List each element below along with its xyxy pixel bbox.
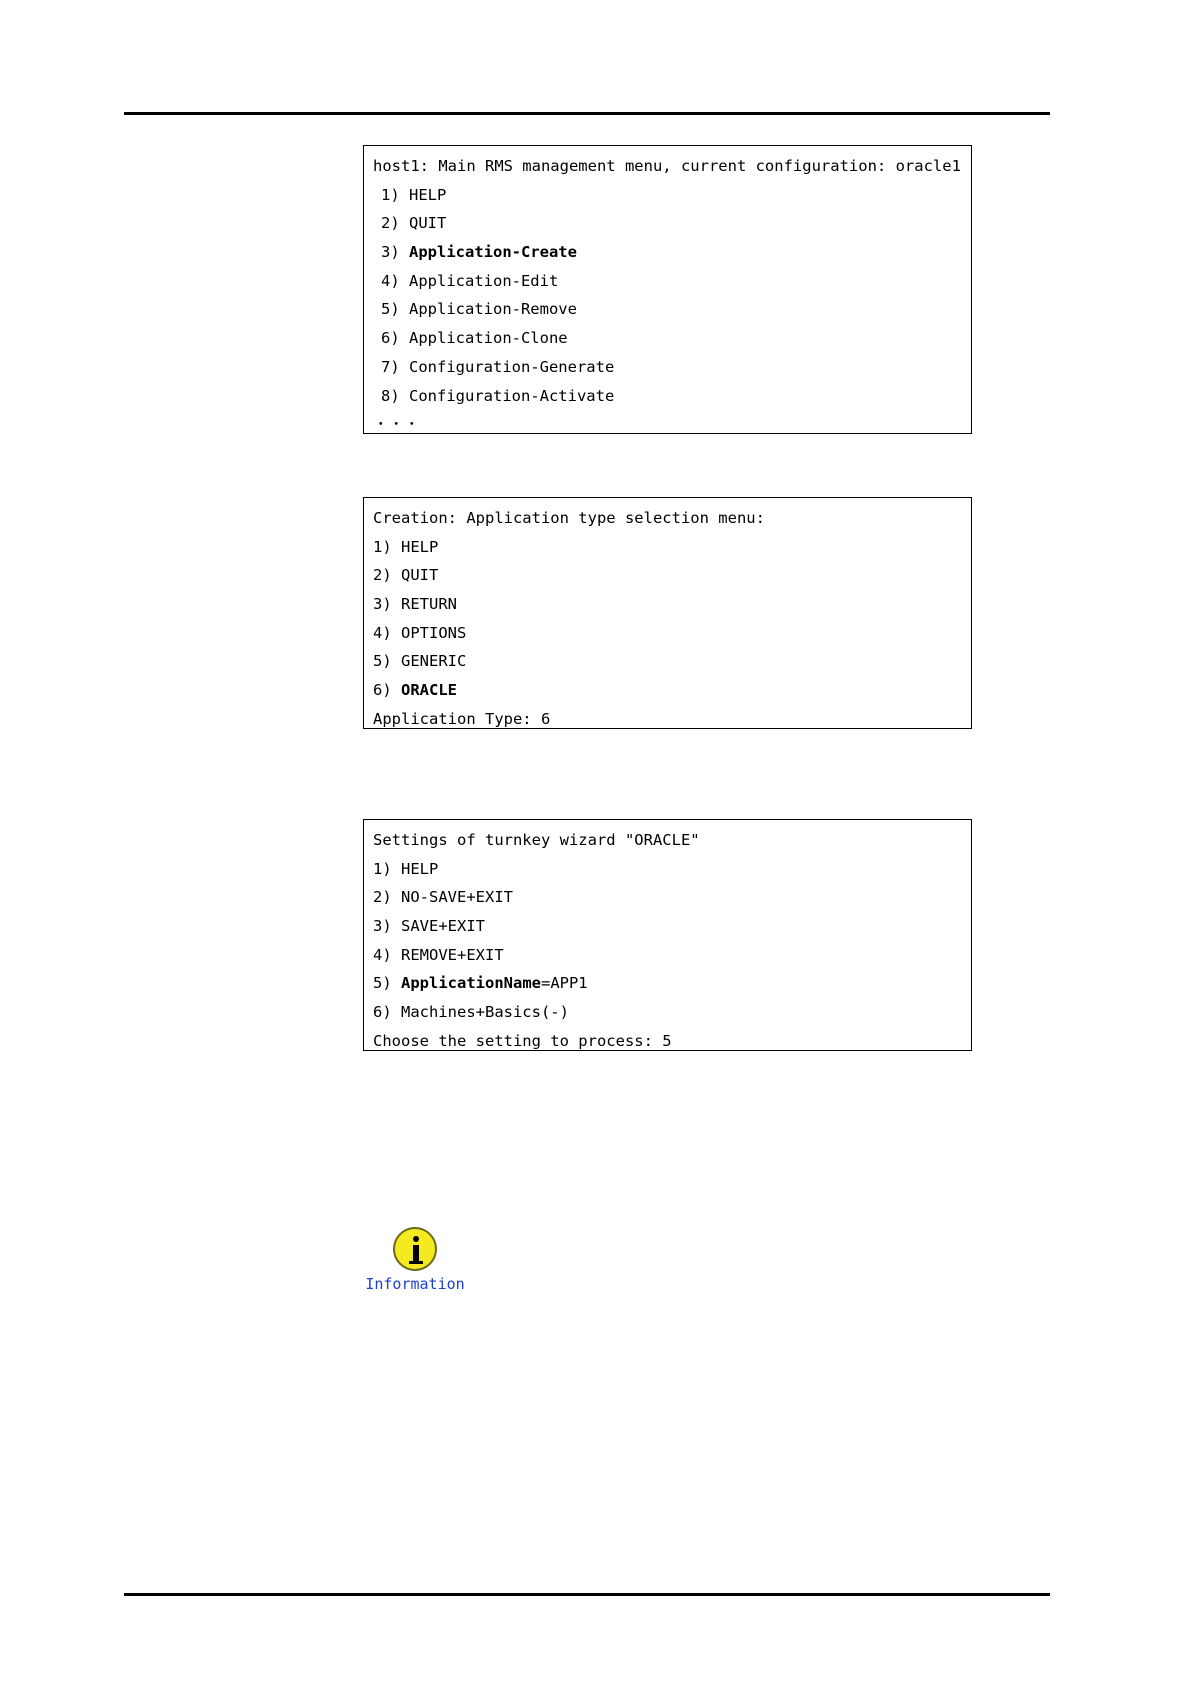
turnkey-wizard-settings-screen xyxy=(363,819,972,1051)
menu-item-configuration-activate: 8) Configuration-Activate xyxy=(381,386,615,405)
terminal-line: Creation: Application type selection menu: xyxy=(373,509,765,527)
prompt-line: Choose the setting to process: 5 xyxy=(373,1031,672,1050)
terminal-line: host1: Main RMS management menu, current configuration: oracle1 xyxy=(373,157,961,175)
menu-item-oracle: 6) ORACLE xyxy=(373,681,457,700)
menu-item-help: 1) HELP xyxy=(373,859,439,878)
information-callout xyxy=(360,1227,470,1293)
ellipsis-line: ・・・ xyxy=(373,415,420,434)
menu-item-generic: 5) GENERIC xyxy=(373,652,467,671)
menu-item-return: 3) RETURN xyxy=(373,595,457,614)
menu-item-application-edit: 4) Application-Edit xyxy=(381,271,559,290)
menu-item-application-clone: 6) Application-Clone xyxy=(381,329,568,348)
menu-item-application-create: 3) Application-Create xyxy=(381,243,577,262)
header-rule xyxy=(124,112,1050,115)
prompt-line: Application Type: 6 xyxy=(373,709,551,728)
menu-item-remove-exit: 4) REMOVE+EXIT xyxy=(373,945,504,964)
menu-item-no-save-exit: 2) NO-SAVE+EXIT xyxy=(373,888,513,907)
menu-item-application-name: 5) ApplicationName=APP1 xyxy=(373,974,588,993)
footer-rule xyxy=(124,1593,1050,1596)
menu-item-options: 4) OPTIONS xyxy=(373,623,467,642)
menu-item-help: 1) HELP xyxy=(381,185,447,204)
menu-item-configuration-generate: 7) Configuration-Generate xyxy=(381,357,615,376)
menu-item-application-remove: 5) Application-Remove xyxy=(381,300,577,319)
info-icon xyxy=(393,1227,437,1271)
menu-item-save-exit: 3) SAVE+EXIT xyxy=(373,917,485,936)
application-type-menu-screen xyxy=(363,497,972,729)
menu-item-help: 1) HELP xyxy=(373,537,439,556)
rms-main-menu-screen xyxy=(363,145,972,434)
information-label: Information xyxy=(365,1275,465,1293)
menu-item-quit: 2) QUIT xyxy=(381,214,447,233)
menu-item-quit: 2) QUIT xyxy=(373,566,439,585)
terminal-line: Settings of turnkey wizard "ORACLE" xyxy=(373,831,700,849)
menu-item-machines-basics: 6) Machines+Basics(-) xyxy=(373,1003,569,1022)
